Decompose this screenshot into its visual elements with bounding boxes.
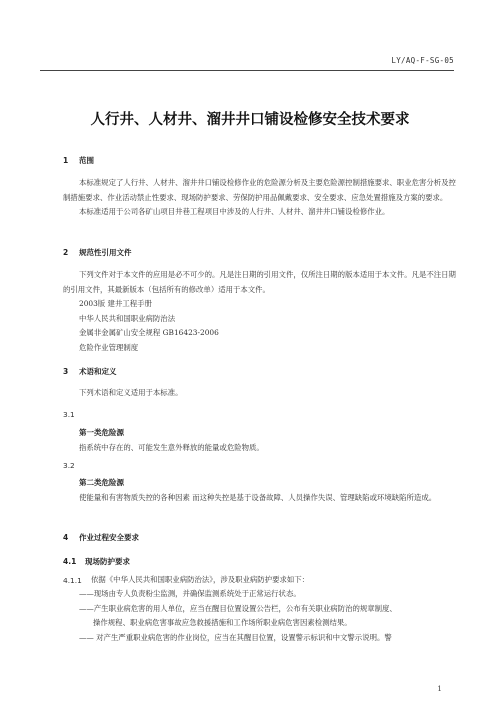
- term-2: [63, 476, 460, 505]
- section-title: 范围: [79, 156, 94, 165]
- header-rule: [40, 70, 454, 71]
- reference-item: 中华人民共和国职业病防治法: [79, 313, 176, 323]
- paragraph: 下列文件对于本文件的应用是必不可少的。凡是注日期的引用文件，仅所注日期的版本适用于本文件。凡是不注日期的引用文件，其最新版本（包括所有的修改单）适用于本文件。: [63, 270, 456, 294]
- section-1-body: [63, 176, 460, 220]
- term-title: 第二类危险源: [79, 478, 124, 487]
- term-1: [63, 426, 460, 455]
- section-4-heading: [63, 532, 139, 543]
- term-number: 3.1: [63, 410, 75, 419]
- list-item: —— 对产生严重职业病危害的作业岗位，应当在其醒目位置，设置警示标识和中文警示说明。警: [79, 632, 392, 642]
- page-number: 1: [437, 684, 442, 693]
- list-item: ——现场由专人负责粉尘监测，并确保监测系统处于正常运行状态。: [79, 589, 301, 598]
- list-item-continuation: 操作规程、职业病危害事故应急救援措施和工作场所职业病危害因素检测结果。: [93, 618, 352, 627]
- item-4-1-1-list: [63, 587, 460, 645]
- document-title: 人行井、人材井、溜井井口铺设检修安全技术要求: [90, 112, 410, 128]
- subsection-4-1-heading: [63, 556, 130, 567]
- section-number: 4: [63, 533, 69, 542]
- section-3-heading: [63, 366, 117, 377]
- reference-item: 2003版 建井工程手册: [79, 299, 152, 308]
- term-number: 3.2: [63, 461, 75, 470]
- subsection-title: 现场防护要求: [85, 557, 130, 566]
- item-number: 4.1.1: [63, 576, 82, 585]
- section-2-body: [63, 268, 460, 355]
- item-4-1-1: [89, 573, 460, 588]
- paragraph: 本标准规定了人行井、人材井、溜井井口铺设检修作业的危险源分析及主要危险源控制措施要求、职业危害分析及控制措施要求、作业活动禁止性要求、现场防护要求、劳保防护用品佩戴要求、安全要求、应急处置措施及方案的要求。: [63, 178, 456, 202]
- reference-item: 金属非金属矿山安全规程 GB16423-2006: [79, 328, 219, 337]
- term-definition: 使能量和有害物质失控的各种因素 而这种失控是基于设备故障、人员操作失误、管理缺陷或环境缺陷所造成。: [79, 492, 437, 502]
- item-text: 依据《中华人民共和国职业病防治法》，涉及职业病防护要求如下：: [91, 575, 310, 584]
- paragraph: 下列术语和定义适用于本标准。: [79, 388, 183, 397]
- document-code: LY/AQ-F-SG-05: [391, 56, 454, 65]
- term-definition: 指系统中存在的、可能发生意外释放的能量或危险物质。: [79, 442, 264, 452]
- term-title: 第一类危险源: [79, 428, 124, 437]
- reference-item: 危险作业管理制度: [79, 342, 139, 352]
- subsection-number: 4.1: [63, 557, 77, 566]
- section-2-heading: [63, 247, 132, 258]
- section-3-intro: [63, 386, 460, 401]
- section-1-heading: [63, 155, 94, 166]
- section-number: 3: [63, 367, 69, 376]
- section-title: 规范性引用文件: [79, 248, 132, 257]
- section-title: 作业过程安全要求: [79, 533, 139, 542]
- paragraph: 本标准适用于公司各矿山项目井巷工程项目中涉及的人行井、人材井、溜井井口铺设检修作业。: [79, 207, 390, 216]
- list-item: ——产生职业病危害的用人单位，应当在醒目位置设置公告栏，公布有关职业病防治的规章制度、: [79, 603, 397, 613]
- section-number: 2: [63, 248, 69, 257]
- section-number: 1: [63, 156, 69, 165]
- section-title: 术语和定义: [79, 367, 117, 376]
